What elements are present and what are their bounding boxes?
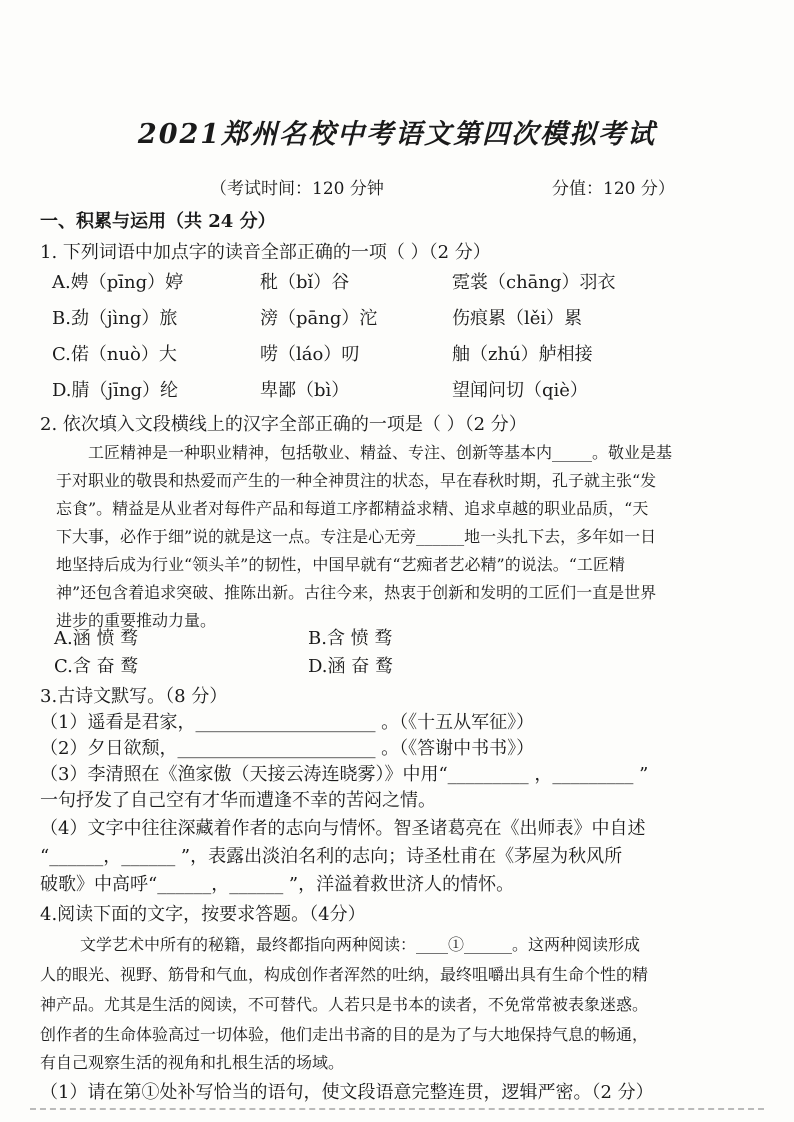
q1-option-a-3: 霓裳（chāng）羽衣 bbox=[452, 272, 616, 293]
q3-item: （2）夕日欲颓，______________________ 。（《答谢中书书》） bbox=[40, 738, 535, 759]
q1-option-d-2: 卑鄙（bì） bbox=[260, 380, 350, 401]
q2-para-line: 忘食”。精益是从业者对每件产品和每道工序都精益求精、追求卓越的职业品质，“天 bbox=[56, 499, 649, 518]
q4-para-line: 人的眼光、视野、筋骨和气血，构成创作者浑然的吐纳，最终咀嚼出具有生命个性的精 bbox=[40, 965, 649, 984]
q4-para-line: 有自己观察生活的视角和扎根生活的场域。 bbox=[40, 1053, 345, 1072]
q2-para-line: 进步的重要推动力量。 bbox=[56, 611, 217, 630]
question-3-stem: 3.古诗文默写。（8 分） bbox=[40, 686, 228, 707]
q1-option-d-1: D.腈（jīng）纶 bbox=[52, 380, 178, 401]
q4-sub-question-1: （1）请在第①处补写恰当的语句，使文段语意完整连贯，逻辑严密。（2 分） bbox=[40, 1082, 654, 1103]
q1-option-a-1: A.娉（pīng）婷 bbox=[52, 272, 184, 293]
question-2-stem: 2. 依次填入文段横线上的汉字全部正确的一项是（ ）（2 分） bbox=[40, 414, 527, 435]
q2-para-line: 下大事，必作于细”说的就是这一点。专注是心无旁______地一头扎下去，多年如一日 bbox=[56, 527, 657, 546]
q3-item: （1）遥看是君家，____________________ 。（《十五从军征》） bbox=[40, 712, 535, 733]
q1-option-c-1: C.偌（nuò）大 bbox=[52, 344, 177, 365]
q1-option-d-3: 望闻问切（qiè） bbox=[452, 380, 588, 401]
exam-time: （考试时间：120 分钟 bbox=[210, 179, 384, 199]
q2-option-b: B.含 愤 骛 bbox=[308, 628, 393, 649]
q1-option-b-3: 伤痕累（lěi）累 bbox=[452, 308, 583, 329]
q2-option-a: A.涵 愤 骛 bbox=[54, 628, 139, 649]
q2-option-d: D.涵 奋 鹜 bbox=[308, 656, 393, 677]
q4-para-line: 神产品。尤其是生活的阅读，不可替代。人若只是书本的读者，不免常常被表象迷惑。 bbox=[40, 995, 649, 1014]
page-bottom-divider bbox=[30, 1108, 764, 1110]
q1-option-b-1: B.劲（jìng）旅 bbox=[52, 308, 178, 329]
q4-para-line: 文学艺术中所有的秘籍，最终都指向两种阅读：____①______。这两种阅读形成 bbox=[80, 935, 641, 954]
q1-option-c-2: 唠（láo）叨 bbox=[260, 344, 360, 365]
question-1-stem: 1. 下列词语中加点字的读音全部正确的一项（ ）（2 分） bbox=[40, 242, 491, 263]
q3-item: “______，______ ”，表露出淡泊名利的志向；诗圣杜甫在《茅屋为秋风所 bbox=[40, 846, 623, 867]
exam-score: 分值：120 分） bbox=[552, 179, 675, 199]
q1-option-a-2: 秕（bǐ）谷 bbox=[260, 272, 350, 293]
q3-item: 一句抒发了自己空有才华而遭逢不幸的苦闷之情。 bbox=[40, 790, 436, 811]
question-4-stem: 4.阅读下面的文字，按要求答题。（4分） bbox=[40, 904, 366, 925]
q3-item: （4）文字中往往深藏着作者的志向与情怀。智圣诸葛亮在《出师表》中自述 bbox=[40, 818, 646, 839]
section-heading: 一、积累与运用（共 24 分） bbox=[40, 211, 276, 232]
q4-para-line: 创作者的生命体验高过一切体验，他们走出书斋的目的是为了与大地保持气息的畅通， bbox=[40, 1025, 649, 1044]
q3-item: 破歌》中高呼“______，______ ”，洋溢着救世济人的情怀。 bbox=[40, 874, 515, 895]
q2-para-line: 神”还包含着追求突破、推陈出新。古往今来，热衷于创新和发明的工匠们一直是世界 bbox=[56, 583, 657, 602]
exam-title: 2021郑州名校中考语文第四次模拟考试 bbox=[137, 119, 657, 150]
q3-item: （3）李清照在《渔家傲（天接云涛连晓雾）》中用“_________ ，_________ ” bbox=[40, 764, 649, 785]
q2-para-line: 工匠精神是一种职业精神，包括敬业、精益、专注、创新等基本内_____。敬业是基 bbox=[88, 443, 673, 462]
q2-para-line: 于对职业的敬畏和热爱而产生的一种全神贯注的状态，早在春秋时期，孔子就主张“发 bbox=[56, 471, 657, 490]
q1-option-c-3: 舳（zhú）舻相接 bbox=[452, 344, 593, 365]
q1-option-b-2: 滂（pāng）沱 bbox=[260, 308, 378, 329]
q2-option-c: C.含 奋 鹜 bbox=[54, 656, 139, 677]
q2-para-line: 地坚持后成为行业“领头羊”的韧性，中国早就有“艺痴者艺必精”的说法。“工匠精 bbox=[56, 555, 625, 574]
